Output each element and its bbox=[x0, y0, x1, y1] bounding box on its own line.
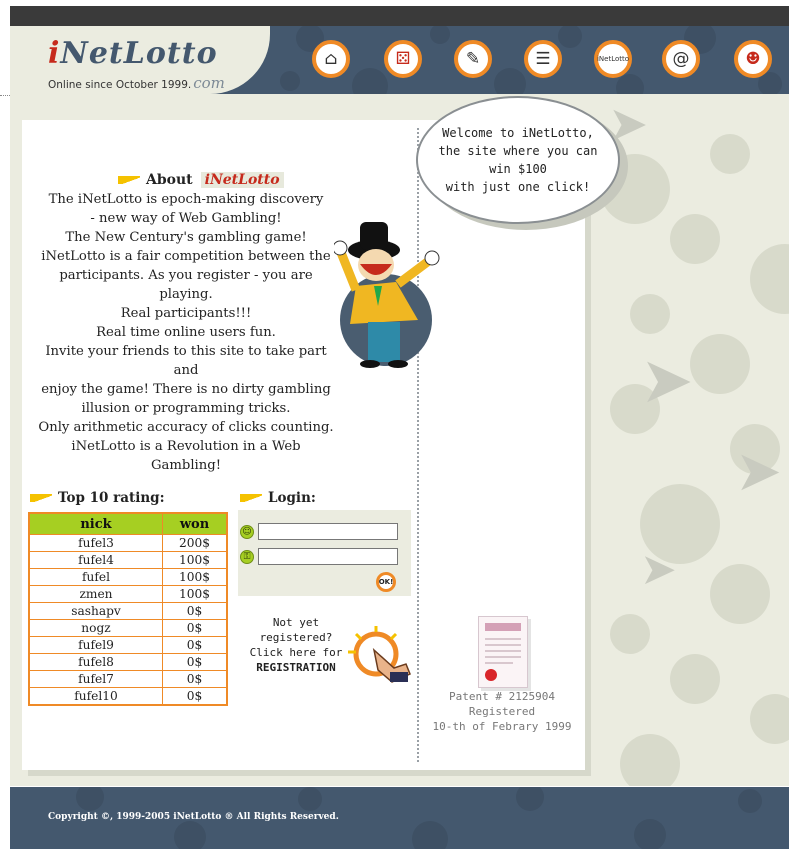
cell-nick: fufel8 bbox=[29, 654, 163, 671]
about-heading: About iNetLotto bbox=[118, 172, 284, 188]
cursor-decoration-icon: ➤ bbox=[640, 544, 677, 595]
cell-won: 200$ bbox=[163, 535, 228, 552]
login-heading: Login: bbox=[240, 490, 316, 506]
tongue-icon[interactable]: ☻ bbox=[734, 40, 772, 78]
cursor-decoration-icon: ➤ bbox=[735, 439, 782, 504]
top-bar bbox=[10, 6, 789, 26]
site-logo[interactable]: iNetLotto bbox=[48, 36, 218, 71]
about-text: The iNetLotto is epoch-making discovery - new way of Web Gambling! The New Century's gambling game! iNetLotto is a fair competition between the participants. As you register - you are playing. Real participants!!! Real time online users fun. Invite your friends to this site to take part and enjoy the game! There is no dirty gambling illusion or programming tricks. Only arithmetic accuracy of clicks counting. iNetLotto is a Revolution in a Web Gambling! bbox=[38, 192, 334, 473]
key-icon: ⚿ bbox=[240, 550, 254, 564]
cursor-decoration-icon: ➤ bbox=[608, 96, 649, 152]
table-row bbox=[29, 654, 227, 671]
pen-icon[interactable]: ✎ bbox=[454, 40, 492, 78]
inetlotto-icon[interactable]: iNetLotto bbox=[594, 40, 632, 78]
cell-nick: fufel9 bbox=[29, 637, 163, 654]
cell-nick: fufel bbox=[29, 569, 163, 586]
column-header-nick: nick bbox=[29, 513, 163, 535]
cell-nick: fufel4 bbox=[29, 552, 163, 569]
welcome-text: Welcome to iNetLotto, the site where you can win $100 with just one click! bbox=[438, 126, 598, 194]
mascot-illustration bbox=[334, 210, 464, 370]
table-row bbox=[29, 586, 227, 603]
login-ok-button[interactable]: OK! bbox=[376, 572, 396, 592]
cell-won: 0$ bbox=[163, 671, 228, 688]
table-header-row bbox=[29, 513, 227, 535]
column-header-won: won bbox=[163, 513, 228, 535]
username-row bbox=[240, 523, 398, 540]
yellow-arrow-icon bbox=[30, 494, 52, 502]
cell-nick: sashapv bbox=[29, 603, 163, 620]
email-icon[interactable]: @ bbox=[662, 40, 700, 78]
table-row bbox=[29, 552, 227, 569]
rating-table bbox=[28, 512, 228, 706]
cell-nick: fufel3 bbox=[29, 535, 163, 552]
table-row bbox=[29, 620, 227, 637]
table-row bbox=[29, 535, 227, 552]
cell-won: 100$ bbox=[163, 569, 228, 586]
tagline: Online since October 1999. com bbox=[48, 74, 225, 92]
cell-nick: fufel10 bbox=[29, 688, 163, 706]
table-row bbox=[29, 688, 227, 706]
scroll-icon[interactable]: ☰ bbox=[524, 40, 562, 78]
about-brand: iNetLotto bbox=[201, 172, 284, 188]
cell-won: 100$ bbox=[163, 586, 228, 603]
username-input[interactable] bbox=[258, 523, 398, 540]
yellow-arrow-icon bbox=[240, 494, 262, 502]
password-input[interactable] bbox=[258, 548, 398, 565]
password-row bbox=[240, 548, 398, 565]
registration-link[interactable]: Not yet registered? Click here for REGISTRATION bbox=[249, 616, 343, 674]
cell-nick: fufel7 bbox=[29, 671, 163, 688]
cell-won: 0$ bbox=[163, 637, 228, 654]
patent-certificate-image[interactable] bbox=[478, 616, 528, 688]
table-row bbox=[29, 671, 227, 688]
home-icon[interactable]: ⌂ bbox=[312, 40, 350, 78]
dotted-divider bbox=[0, 95, 10, 96]
table-row bbox=[29, 569, 227, 586]
cell-won: 0$ bbox=[163, 620, 228, 637]
cell-won: 0$ bbox=[163, 603, 228, 620]
registration-hand-icon[interactable] bbox=[344, 624, 414, 684]
user-icon: ☺ bbox=[240, 525, 254, 539]
cell-nick: nogz bbox=[29, 620, 163, 637]
cell-nick: zmen bbox=[29, 586, 163, 603]
table-row bbox=[29, 637, 227, 654]
cursor-decoration-icon: ➤ bbox=[640, 344, 694, 418]
table-row bbox=[29, 603, 227, 620]
cell-won: 100$ bbox=[163, 552, 228, 569]
patent-info: Patent # 2125904 Registered 10-th of Febrary 1999 bbox=[432, 690, 572, 733]
dice-icon[interactable]: ⚄ bbox=[384, 40, 422, 78]
logo-area bbox=[10, 26, 270, 94]
copyright-text: Copyright ©, 1999-2005 iNetLotto ® All Rights Reserved. bbox=[48, 812, 339, 822]
cell-won: 0$ bbox=[163, 688, 228, 706]
yellow-arrow-icon bbox=[118, 176, 140, 184]
cell-won: 0$ bbox=[163, 654, 228, 671]
rating-heading: Top 10 rating: bbox=[30, 490, 165, 506]
